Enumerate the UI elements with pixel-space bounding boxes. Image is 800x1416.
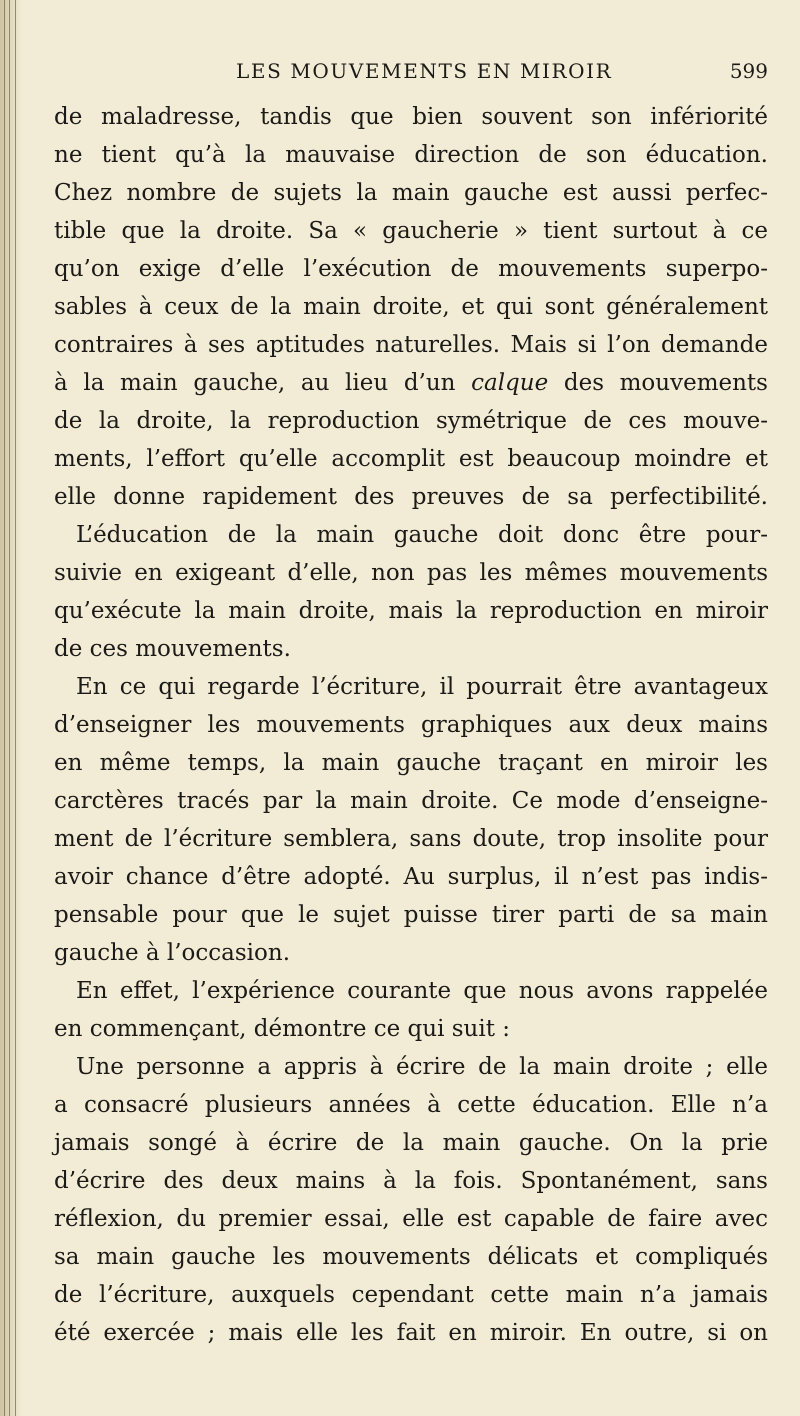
text-line: de l’écriture, auxquels cependant cette main n’a jamais xyxy=(54,1282,768,1308)
text-line xyxy=(54,364,768,402)
text-line: été exercée ; mais elle les fait en miroir. En outre, si on xyxy=(54,1320,768,1346)
text-line: jamais songé à écrire de la main gauche. On la prie xyxy=(54,1130,768,1156)
text-line: qu’exécute la main droite, mais la reproduction en miroir xyxy=(54,598,768,624)
text-line: En ce qui regarde l’écriture, il pourrait être avantageux xyxy=(76,674,768,700)
text-line: sa main gauche les mouvements délicats et compliqués xyxy=(54,1244,768,1270)
text-line: contraires à ses aptitudes naturelles. Mais si l’on demande xyxy=(54,332,768,358)
text-line: En effet, l’expérience courante que nous avons rappelée xyxy=(76,978,768,1004)
text-line: carctères tracés par la main droite. Ce mode d’enseigne- xyxy=(54,788,768,814)
text-line: Une personne a appris à écrire de la main droite ; elle xyxy=(76,1054,768,1080)
text-line: d’écrire des deux mains à la fois. Spontanément, sans xyxy=(54,1168,768,1194)
text-line: qu’on exige d’elle l’exécution de mouvements superpo- xyxy=(54,256,768,282)
text-line: suivie en exigeant d’elle, non pas les mêmes mouvements xyxy=(54,560,768,586)
text-line: en commençant, démontre ce qui suit : xyxy=(54,1016,511,1042)
text-line: ments, l’effort qu’elle accomplit est beaucoup moindre et xyxy=(54,446,768,472)
binding-line xyxy=(9,0,10,1416)
body-text xyxy=(54,98,768,1352)
page-number: 599 xyxy=(729,59,768,83)
text-line: sables à ceux de la main droite, et qui sont généralement xyxy=(54,294,768,320)
page-binding-edge xyxy=(0,0,22,1416)
text-line: tible que la droite. Sa « gaucherie » tient surtout à ce xyxy=(54,218,768,244)
text-line: de ces mouvements. xyxy=(54,636,291,662)
text-line: gauche à l’occasion. xyxy=(54,940,291,966)
text-segment: à la main gauche, au lieu d’un xyxy=(54,370,472,396)
text-line: L’éducation de la main gauche doit donc être pour- xyxy=(76,522,768,548)
page-header xyxy=(220,54,768,88)
text-line: a consacré plusieurs années à cette éducation. Elle n’a xyxy=(54,1092,768,1118)
text-line: réflexion, du premier essai, elle est capable de faire avec xyxy=(54,1206,768,1232)
text-line: elle donne rapidement des preuves de sa perfectibilité. xyxy=(54,484,768,510)
italic-word: calque xyxy=(471,370,549,396)
binding-line xyxy=(15,0,16,1416)
text-line: en même temps, la main gauche traçant en miroir les xyxy=(54,750,768,776)
text-line: Chez nombre de sujets la main gauche est aussi perfec- xyxy=(54,180,768,206)
text-line: de maladresse, tandis que bien souvent son infériorité xyxy=(54,104,768,130)
text-line: pensable pour que le sujet puisse tirer parti de sa main xyxy=(54,902,768,928)
text-line: de la droite, la reproduction symétrique de ces mouve- xyxy=(54,408,768,434)
text-line: ne tient qu’à la mauvaise direction de son éducation. xyxy=(54,142,768,168)
text-line: ment de l’écriture semblera, sans doute, trop insolite pour xyxy=(54,826,768,852)
text-line: avoir chance d’être adopté. Au surplus, il n’est pas indis- xyxy=(54,864,768,890)
binding-line xyxy=(4,0,5,1416)
running-head: LES MOUVEMENTS EN MIROIR xyxy=(236,59,613,83)
text-segment: des mouvements xyxy=(548,370,768,396)
text-line: d’enseigner les mouvements graphiques aux deux mains xyxy=(54,712,768,738)
